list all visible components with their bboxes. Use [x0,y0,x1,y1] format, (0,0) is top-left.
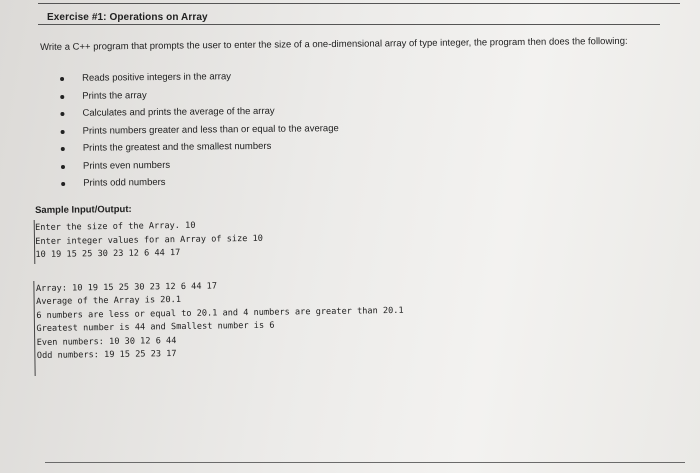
exercise-title: Exercise #1: Operations on Array [47,12,208,23]
list-item: Reads positive integers in the array [60,69,338,89]
console-input-line: Enter integer values for an Array of size 10 [35,233,263,247]
console-output-line: Greatest number is 44 and Smallest number is 6 [36,320,275,334]
sample-console [35,214,597,363]
console-output-line: Average of the Array is 20.1 [36,294,182,307]
console-output-line: 6 numbers are less or equal to 20.1 and 4 numbers are greater than 20.1 [36,305,404,321]
bottom-rule [45,462,685,463]
list-item: Prints even numbers [61,157,339,177]
top-rule [38,3,680,4]
console-input-line: 10 19 15 25 30 23 12 6 44 17 [35,247,181,260]
sample-heading: Sample Input/Output: [35,203,132,216]
exercise-intro: Write a C++ program that prompts the user to enter the size of a one-dimensional array of type integer, the program then does the following: [40,35,628,53]
list-item: Prints numbers greater and less than or equal to the average [61,122,339,142]
list-item: Prints the array [60,87,338,107]
list-item: Calculates and prints the average of the array [60,104,338,124]
console-input-line: Enter the size of the Array. 10 [35,220,196,233]
console-output-line: Array: 10 19 15 25 30 23 12 6 44 17 [35,280,218,294]
console-output-line: Odd numbers: 19 15 25 23 17 [36,349,177,361]
console-output-line: Even numbers: 10 30 12 6 44 [36,335,177,348]
list-item: Prints the greatest and the smallest numbers [61,139,339,159]
list-item: Prints odd numbers [61,174,339,194]
requirements-list [60,69,339,194]
header-underline [38,24,660,25]
